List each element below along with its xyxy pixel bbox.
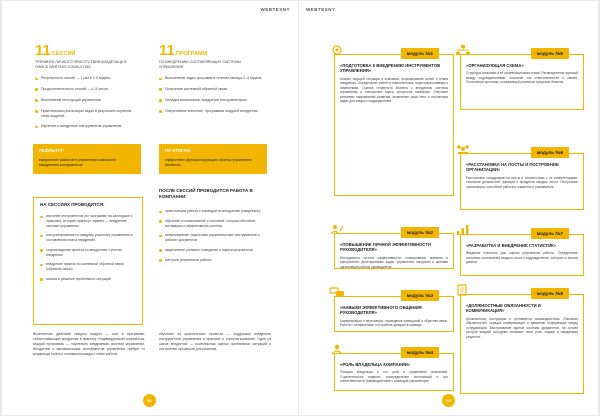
module-title: «РАЗРАБОТКА И ВНЕДРЕНИЕ СТАТИСТИК» — [466, 243, 556, 248]
module-body: Коммуникации и переговоры, проведение совещаний и обратная связь. Работа с конфликтами, построение доверия в команде. — [340, 318, 448, 328]
gear-team-icon — [329, 44, 345, 56]
sessions-label: СЕССИЙ — [51, 51, 76, 57]
documents-icon — [455, 284, 471, 296]
list-item: обучение и ознакомление с системой, которая обеспечит мотивацию и эффективную систему — [159, 219, 271, 229]
team-icon — [455, 143, 471, 155]
module-tag: модуль №7 — [531, 228, 569, 239]
list-item: использование, подготовка управленческих инструментов и рабочих документов — [159, 233, 271, 243]
sessions-list — [35, 76, 135, 135]
list-item: Продолжительность сессий — 4–5 часов — [35, 87, 135, 92]
page-number: 64 — [442, 394, 455, 407]
list-item: консультирование по каждому участнику управления и составлению плана внедрения — [40, 233, 136, 243]
sessions-number: 11 — [35, 42, 51, 59]
list-item: сопровождение проекта по внедрению с учетом внедрения — [40, 248, 136, 258]
list-item: практическая работа с командой по внедрению (ежедневно) — [159, 209, 271, 214]
module-tag: модуль №3 — [401, 290, 439, 301]
module-body: Структура компании и её организационная схема. Распределение функций между подразделениями, описание зон ответственности и связей. Построение оргсхемы, отражающей реальные процессы бизнеса. — [466, 71, 579, 85]
module-title: «РАССТАНОВКА НА ПОСТЫ И ПОСТРОЕНИЕ ОРГАНИЗАЦИИ» — [466, 162, 559, 173]
list-item: Наладка механизмов, внедрение инструментария — [159, 98, 263, 103]
person-growth-icon — [329, 223, 345, 235]
result-label: РЕЗУЛЬТАТ: — [39, 148, 65, 153]
module-card-8 — [460, 291, 584, 394]
list-item: Получение системной обратной связи — [159, 87, 263, 92]
during-list — [34, 211, 142, 282]
module-card-3 — [334, 293, 454, 332]
list-item: анализ и решение проблемных ситуаций — [40, 277, 136, 282]
body-paragraph-right: обучение на практических проектах — поддержка внедрения инструментов управления в практике и консультирование. Один из шагов внедрения — комплексная оценка проблемных ситуаций и построение процессов для решения. — [159, 332, 271, 351]
result-text: ежедневное развитие в управлении компанией внедрением инструментов — [39, 158, 116, 167]
programs-label: ПРОГРАММ — [175, 51, 208, 57]
statistics-icon — [455, 224, 471, 236]
list-item: Изучение и внедрение инструментов управления — [35, 124, 135, 129]
module-tag: модуль №6 — [531, 147, 569, 158]
body-paragraph-left: Выполнение действий каждого модуля — шаг в программе, обеспечивающий внедрение в практику. Индивидуальная разработка, каждой программы — тщательно внедряемая система управления. Внедрение и автоматизация инструментов управления требует от владельца полного понимания каждого этапа работы. — [33, 332, 145, 356]
list-item: внедрение практик по системной обратной связи (обратная связь) — [40, 262, 136, 272]
communication-icon — [329, 286, 345, 298]
after-sessions-title: ПОСЛЕ СЕССИЙ ПРОВОДИТСЯ РАБОТА В КОМПАНИИ: — [159, 188, 253, 199]
module-body: Должностные инструкции и регламенты взаимодействия. Описание обязанностей, порядка коммуникации и движения информации между сотрудниками. Выстраивание единой системы документов, на основе которой каждый сотрудник понимает свою роль, задачи и ожидаемый результат. — [466, 316, 578, 339]
outcome-box — [159, 144, 267, 174]
list-item: Практическая реализация задач в результате изучения темы модулей — [35, 109, 135, 119]
module-body: Инструменты личной эффективности, планирование времени и приоритетов. Делегирование задач, управление нагрузкой и целевая организация работы руководителя. — [340, 255, 448, 269]
module-title: «ОРГАНИЗУЮЩАЯ СХЕМА» — [466, 63, 524, 68]
module-card-4 — [334, 350, 454, 391]
brochure-spread — [2, 1, 598, 415]
module-title: «ДОЛЖНОСТНЫЕ ОБЯЗАННОСТИ И КОММУНИКАЦИЯ» — [466, 303, 541, 314]
programs-number: 11 — [159, 42, 175, 59]
module-tag: модуль №8 — [531, 288, 569, 299]
module-card-5 — [460, 51, 584, 110]
module-title: «ПОДГОТОВКА К ВНЕДРЕНИЮ ИНСТРУМЕНТОВ УПРАВЛЕНИЯ» — [340, 63, 441, 74]
module-body: Введение статистик для оценки результатов работы. Определение ключевых показателей каждого поста и подразделения, контроль и анализ данных. — [466, 251, 578, 265]
result-box — [33, 144, 141, 174]
module-card-7 — [460, 231, 584, 276]
module-body: Анализ текущей ситуации в компании, формирование целей и плана внедрения. Определение ролей и ответственных, подготовка команды к изменениям. Оценка готовности бизнеса к внедрению системы управления и построение карты процессов компании. Описание ключевых направлений развития, выявление узких мест и постановка задач для каждого подразделения. — [340, 76, 448, 104]
module-tag: модуль №1 — [401, 48, 439, 59]
list-item: Выполнение инструкций управления — [35, 98, 135, 103]
module-title: «НАВЫКИ ЭФФЕКТИВНОГО ОБЩЕНИЯ РУКОВОДИТЕЛЯ» — [340, 305, 422, 316]
after-list — [159, 209, 271, 267]
list-item: Регулярность сессий — 1 раз в 2-3 недели — [35, 76, 135, 81]
during-sessions-box — [33, 197, 143, 325]
list-item: Оперативное внесение, программах модулей внедрения — [159, 109, 263, 114]
module-card-1 — [334, 51, 454, 196]
left-page — [2, 1, 299, 415]
page-number: 62 — [143, 394, 156, 407]
outcome-text: эффективно функционирующая система управления бизнесом — [165, 158, 252, 167]
owner-icon — [329, 343, 345, 355]
list-item: изучение инструментов (по программе на календаре и практике), которые принесут эффект — внедрение системы управления — [40, 214, 136, 228]
list-item: Выполнение задач программ в течение месяца 2–3 недель — [159, 76, 263, 81]
module-title: «РОЛЬ ВЛАДЕЛЬЦА КОМПАНИИ» — [340, 362, 411, 367]
module-tag: модуль №4 — [401, 347, 439, 358]
brand-logo: WEBTEXNY — [306, 7, 336, 12]
module-title: «ПОВЫШЕНИЕ ЛИЧНОЙ ЭФФЕКТИВНОСТИ РУКОВОДИТЕЛЯ» — [340, 242, 431, 253]
outcome-label: ПО ИТОГАМ: — [165, 148, 192, 153]
list-item: закрепление ролевого поведения и оценка результатов — [159, 248, 271, 253]
sessions-count — [35, 43, 75, 58]
programs-list — [159, 76, 263, 120]
org-chart-icon — [455, 44, 471, 56]
list-item: контроль результатов работы — [159, 258, 271, 263]
during-title: НА СЕССИЯХ ПРОВОДИТСЯ: — [40, 202, 105, 207]
module-body: Позиция владельца и его роль в управлении компанией. Стратегическое видение, распределение полномочий и зон ответственности, взаимодействие с командой управленцев. — [340, 370, 448, 384]
module-tag: модуль №2 — [401, 227, 439, 238]
module-tag: модуль №5 — [531, 48, 569, 59]
right-page — [300, 1, 598, 415]
programs-subtitle: ПО ВНЕДРЕНИЮ СОСТАВЛЯЮЩИХ СИСТЕМЫ УПРАВЛЕНИЯ — [159, 60, 241, 70]
module-body: Расстановка сотрудников на посты в соответствии с их компетенциями. Описание должностей, функций и продуктов каждого поста. Построение организации, способной работать слаженно и развиваться. — [466, 175, 578, 189]
module-card-6 — [460, 150, 584, 210]
brand-logo: WEBTEXNY — [260, 7, 290, 12]
programs-count — [159, 43, 207, 58]
sessions-subtitle: ТРЕНИНГИ ЛИЧНОГО ПРИСУТСТВИЯ ВЛАДЕЛЬЦА В ОФИСЕ WEBTEKS CONSULTING — [35, 60, 127, 70]
module-card-2 — [334, 230, 454, 269]
